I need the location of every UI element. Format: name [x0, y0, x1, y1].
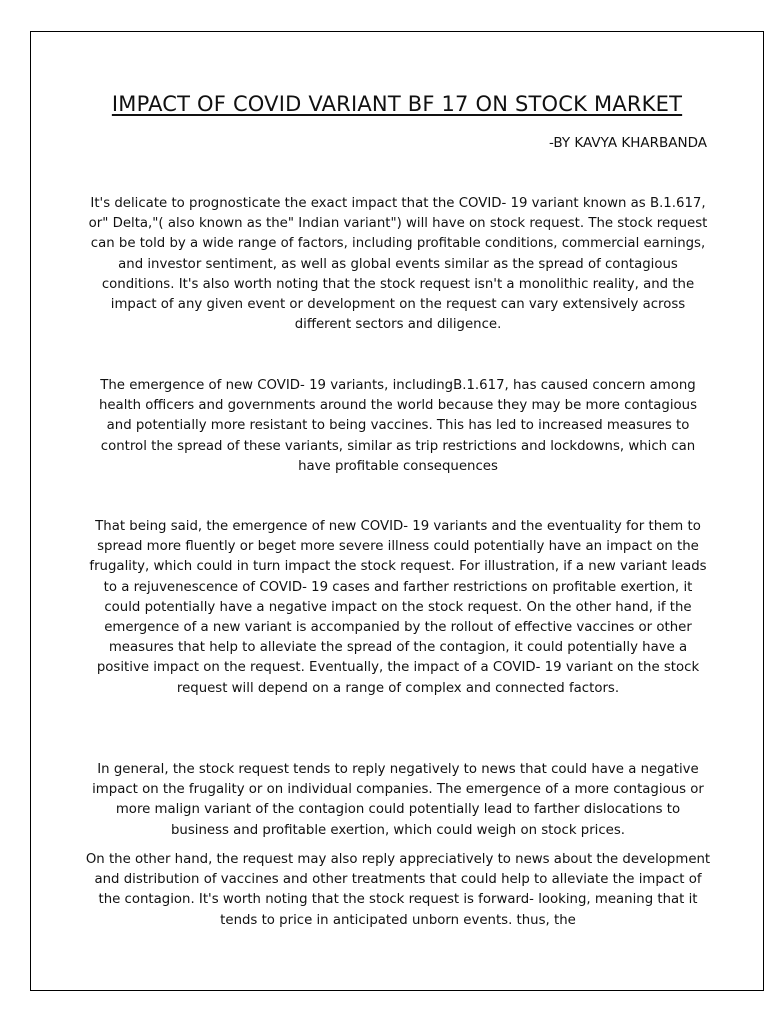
paragraph-2: The emergence of new COVID- 19 variants, includingB.1.617, has caused concern among health officers and governments around the world because they may be more contagious and potentially more resistant to being vaccines. This has led to increased measures to control the spread of these variants, similar as trip restrictions and lockdowns, which can have profitable consequences [98, 378, 698, 474]
paragraph-1: It's delicate to prognosticate the exact impact that the COVID- 19 variant known as B.1.617, or" Delta,"( also known as the" Indian variant") will have on stock request. The stock request can be told by a wide range of factors, including profitable conditions, commercial earnings, and investor sentiment, as well as global events similar as the spread of contagious conditions. It's also worth noting that the stock request isn't a monolithic reality, and the impact of any given event or development on the request can vary extensively across different sectors and diligence. [88, 196, 708, 333]
document-title: IMPACT OF COVID VARIANT BF 17 ON STOCK MARKET [111, 92, 683, 116]
paragraph-3: That being said, the emergence of new COVID- 19 variants and the eventuality for them to spread more fluently or beget more severe illness could potentially have an impact on the frugality, which could in turn impact the stock request. For illustration, if a new variant leads to a rejuvenescence of COVID- 19 cases and farther restrictions on profitable exertion, it could potentially have a negative impact on the stock request. On the other hand, if the emergence of a new variant is accompanied by the rollout of effective vaccines or other measures that help to alleviate the spread of the contagion, it could potentially have a positive impact on the request. Eventually, the impact of a COVID- 19 variant on the stock request will depend on a range of complex and connected factors. [89, 519, 707, 696]
paragraph-5: On the other hand, the request may also reply appreciatively to news about the development and distribution of vaccines and other treatments that could help to alleviate the impact of the contagion. It's worth noting that the stock request is forward- looking, meaning that it tends to price in anticipated unborn events. thus, the [85, 852, 711, 928]
author-byline: -BY KAVYA KHARBANDA [548, 135, 707, 151]
document-page [30, 31, 764, 991]
paragraph-4: In general, the stock request tends to reply negatively to news that could have a negative impact on the frugality or on individual companies. The emergence of a more contagious or more malign variant of the contagion could potentially lead to farther dislocations to business and profitable exertion, which could weigh on stock prices. [92, 762, 704, 838]
